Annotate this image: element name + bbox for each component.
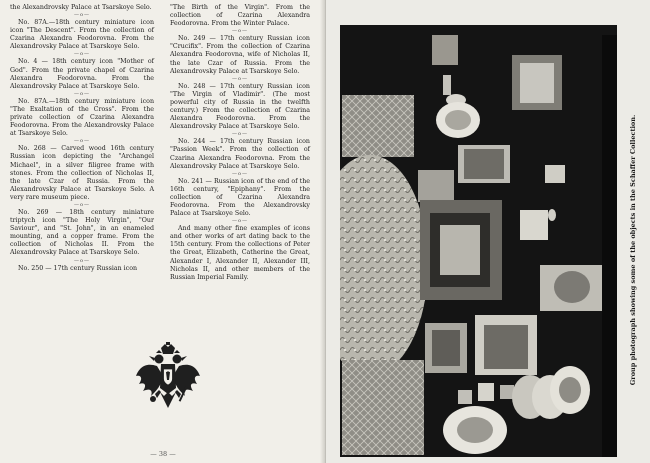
catalog-entry: And many other fine examples of icons and other works of art dating back to the 15th century. From the collections of Peter the Great, Elizabeth, Catherine the Great, Alexander I, Alexander II, Alexander III, Nicholas II, and other members of the Russian Imperial Family. xyxy=(170,225,310,281)
catalog-entry: No. 268 — Carved wood 16th century Russian icon depicting the "Archangel Michael", in a silver filigree frame with stones. From the collection of Nicholas II, the late Czar of Russia. From the Alexandrovsky Palace at Tsarskoye Selo. A very rare museum piece. xyxy=(10,145,154,201)
entry-separator: —o— xyxy=(231,170,248,177)
catalog-entry: No. 250 — 17th century Russian icon xyxy=(18,264,138,272)
catalog-entry: No. 244 — 17th century Russian icon "Passion Week". From the collection of Czarina Alexandra Feodorovna. From the Alexandrovsky Palace at Tsarskoye Selo. xyxy=(170,138,310,170)
imperial-eagle-icon xyxy=(135,342,201,414)
text-column-2 xyxy=(170,4,310,282)
catalog-entry: No. 269 — 18th century miniature triptych icon "The Holy Virgin", "Our Saviour", and "St. John", in an enameled mounting, and a copper frame. From the collection of Nicholas II. From the Alexandrovsky Palace at Tsarskoye Selo. xyxy=(10,208,154,257)
catalog-entry: No. 87A.—18th century miniature icon "The Exaltation of the Cross". From the private collection of Czarina Alexandra Feodorovna. From the Alexandrovsky Palace at Tsarskoye Selo. xyxy=(10,97,154,138)
catalog-entry: No. 248 — 17th century Russian icon "The Virgin of Vladimir". (The most powerful city of Russia in the twelfth century.) From the collection of Czarina Alexandra Feodorovna. From the Alexandrovsky Palace at Tsarskoye Selo. xyxy=(170,82,310,131)
entry-separator: —o— xyxy=(73,12,90,19)
catalog-entry: the Alexandrovsky Palace at Tsarskoye Selo. xyxy=(10,4,152,11)
entry-separator: —o— xyxy=(73,51,90,58)
entry-separator: —o— xyxy=(73,201,90,208)
photo-caption-text: Group photograph showing some of the objects in the Schaffer Collection. xyxy=(629,114,637,386)
entry-separator: —o— xyxy=(73,90,90,97)
collection-photograph xyxy=(340,25,617,457)
catalog-entry: "The Birth of the Virgin". From the collection of Czarina Alexandra Feodorovna. From the Winter Palace. xyxy=(170,4,310,28)
entry-separator: —o— xyxy=(231,131,248,138)
entry-separator: —o— xyxy=(231,218,248,225)
entry-separator: —o— xyxy=(73,138,90,145)
entry-separator: —o— xyxy=(73,257,90,264)
catalog-entry: No. 4 — 18th century icon "Mother of God". From the private chapel of Czarina Alexandra Feodorovna. From the Alexandrovsky Palace at Tsarskoye Selo. xyxy=(10,58,154,90)
catalog-entry: No. 249 — 17th century Russian icon "Crucifix". From the collection of Czarina Alexandra Feodorovna, wife of Nicholas II, the late Czar of Russia. From the Alexandrovsky Palace at Tsarskoye Selo. xyxy=(170,35,310,75)
catalog-entry: No. 87A.—18th century miniature icon icon "The Descent". From the collection of Czarina Alexandra Feodorovna. From the Alexandrovsky Palace at Tsarskoye Selo. xyxy=(10,19,154,51)
photo-caption xyxy=(622,60,644,440)
entry-separator: —o— xyxy=(231,75,248,82)
catalog-entry: No. 241 — Russian icon of the end of the 16th century, "Epiphany". From the collection of Czarina Alexandra Feodorovna. From the Alexandrovsky Palace at Tsarskoye Selo. xyxy=(170,177,310,218)
entry-separator: —o— xyxy=(231,28,248,35)
text-column-1 xyxy=(10,4,154,273)
page-number: — 38 — xyxy=(150,450,176,458)
